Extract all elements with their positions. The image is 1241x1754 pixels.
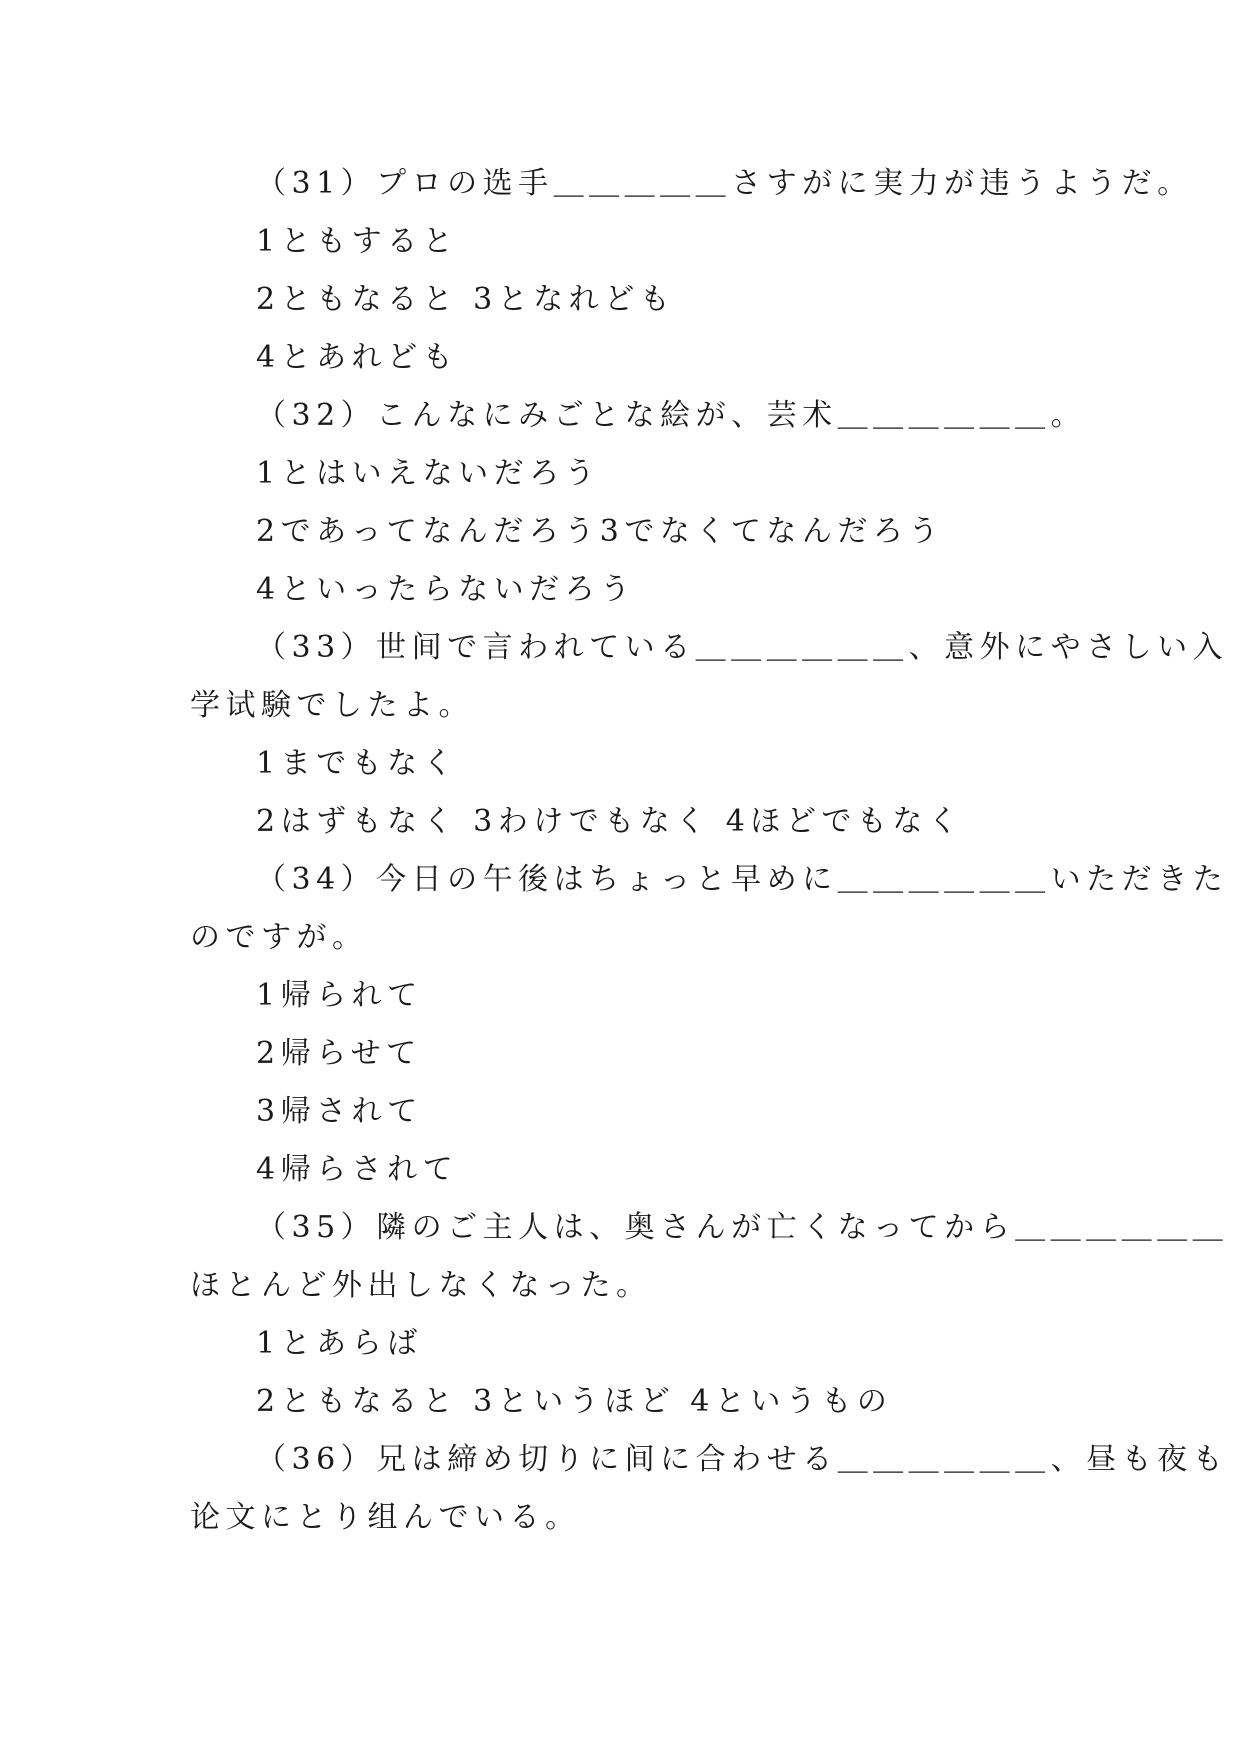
question-33-options-2-3-4: 2はずもなく 3わけでもなく 4ほどでもなく <box>256 804 964 839</box>
question-34-option-2: 2帰らせて <box>256 1036 422 1071</box>
question-32-stem: （32）こんなにみごとな絵が、芸术＿＿＿＿＿＿。 <box>256 398 1087 433</box>
question-36-stem: （36）兄は締め切りに间に合わせる＿＿＿＿＿＿、昼も夜も <box>256 1442 1229 1477</box>
question-32-option-4: 4といったらないだろう <box>256 572 636 607</box>
question-33-stem-continued: 学试験でしたよ。 <box>190 688 474 723</box>
question-32-option-1: 1とはいえないだろう <box>256 456 601 491</box>
question-33-option-1: 1までもなく <box>256 746 459 781</box>
question-35-stem: （35）隣のご主人は、奥さんが亡くなってから＿＿＿＿＿＿ <box>256 1210 1229 1245</box>
question-31-options-2-3: 2ともなると 3となれども <box>256 282 676 317</box>
question-34-stem: （34）今日の午後はちょっと早めに＿＿＿＿＿＿いただきた <box>256 862 1229 897</box>
question-36-stem-continued: 论文にとり组んでいる。 <box>190 1500 581 1535</box>
question-35-stem-continued: ほとんど外出しなくなった。 <box>190 1268 652 1303</box>
question-35-options-2-3-4: 2ともなると 3というほど 4というもの <box>256 1384 893 1419</box>
question-35-option-1: 1とあらば <box>256 1326 423 1361</box>
question-32-options-2-3: 2であってなんだろう3でなくてなんだろう <box>256 514 944 549</box>
question-34-stem-continued: のですが。 <box>190 920 368 955</box>
question-31-option-4: 4とあれども <box>256 340 459 375</box>
question-31-option-1: 1ともすると <box>256 224 459 259</box>
question-34-option-4: 4帰らされて <box>256 1152 459 1187</box>
question-34-option-3: 3帰されて <box>256 1094 423 1129</box>
question-33-stem: （33）世间で言われている＿＿＿＿＿＿、意外にやさしい入 <box>256 630 1229 665</box>
question-34-option-1: 1帰られて <box>256 978 423 1013</box>
question-31-stem: （31）プロの选手＿＿＿＿＿さすがに実力が违うようだ。 <box>256 166 1193 201</box>
